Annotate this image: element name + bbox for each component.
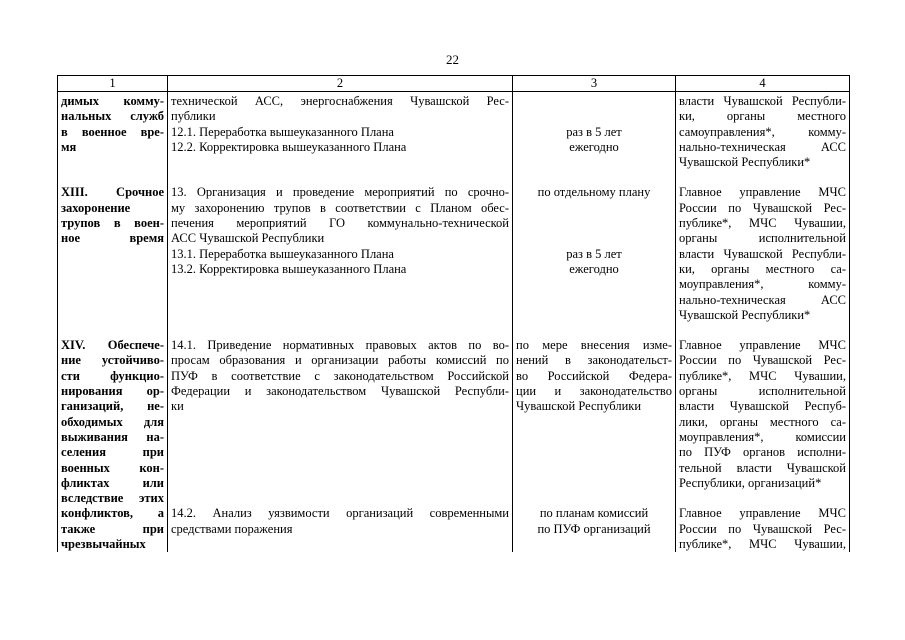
executor-line: ки, органы местного са- (679, 261, 846, 276)
measure-line: печения мероприятий ГО коммунально-технической (171, 216, 509, 231)
executor-line: моуправления*, комиссии (679, 429, 846, 444)
executor-line: России по Чувашской Рес- (679, 521, 846, 536)
spacer-row (58, 170, 850, 185)
section-line: димых комму- (61, 94, 164, 108)
section-line: в военное вре- (61, 124, 164, 139)
column-number: 1 (58, 76, 168, 92)
spacer-row (58, 323, 850, 338)
executor-line: Главное управление МЧС (679, 506, 846, 521)
executor-line: самоуправления*, комму- (679, 124, 846, 139)
executor-line: органы исполнительной (679, 384, 846, 399)
section-cell (58, 185, 168, 323)
term-cell (513, 185, 676, 323)
executor-cell (676, 506, 850, 552)
executor-line: России по Чувашской Рес- (679, 353, 846, 368)
section-cell (58, 92, 168, 171)
executor-line: власти Чувашской Республи- (679, 94, 846, 108)
section-line: ние устойчиво- (61, 353, 164, 368)
measure-cell (168, 506, 513, 552)
executor-line: моуправления*, комму- (679, 277, 846, 292)
executor-cell (676, 185, 850, 323)
executor-cell (676, 338, 850, 506)
term-line: во Российской Федера- (516, 368, 672, 383)
measure-line: средствами поражения (171, 521, 293, 536)
page-number: 22 (446, 52, 459, 67)
table-row (58, 338, 850, 506)
column-number-row (58, 76, 850, 92)
table-row (58, 92, 850, 171)
executor-line: Чувашской Республики* (679, 155, 811, 170)
executor-line: ки, органы местного (679, 109, 846, 124)
term-line (516, 94, 672, 109)
section-line: мя (61, 139, 77, 154)
table-row (58, 185, 850, 323)
section-line: также при (61, 521, 164, 536)
section-line: фликтах или (61, 475, 164, 490)
term-line: раз в 5 лет (566, 246, 622, 261)
term-line: ежегодно (569, 261, 619, 276)
section-line: сти функцио- (61, 368, 164, 383)
column-number: 2 (168, 76, 513, 92)
executor-line: Чувашской Республики* (679, 307, 811, 322)
section-line: ное время (61, 231, 164, 246)
term-cell (513, 506, 676, 552)
measure-line: Федерации и законодательством Чувашской Республи- (171, 384, 509, 399)
measure-line: 13.2. Корректировка вышеуказанного Плана (171, 261, 407, 276)
term-line: нений в законодательст- (516, 353, 672, 368)
executor-line: Главное управление МЧС (679, 338, 846, 353)
measure-line: АСС Чувашской Республики (171, 231, 325, 246)
section-line: XIV. Обеспече- (61, 338, 164, 353)
measures-table (57, 75, 850, 552)
executor-line: нально-техническая АСС (679, 292, 846, 307)
term-cell (513, 338, 676, 506)
measure-line: 13.1. Переработка вышеуказанного Плана (171, 246, 394, 261)
section-line: вследствие этих (61, 491, 164, 506)
measure-line: 14.2. Анализ уязвимости организаций современными (171, 506, 509, 521)
measure-line: му захоронению трупов в соответствии с Планом обес- (171, 200, 509, 215)
term-line: ежегодно (569, 139, 619, 154)
executor-line: Республики, организаций* (679, 475, 822, 490)
term-line: Чувашской Республики (516, 399, 642, 414)
executor-line: лики, органы местного са- (679, 414, 846, 429)
section-line: нирования ор- (61, 384, 164, 399)
section-line: трупов в воен- (61, 216, 164, 231)
section-line: военных кон- (61, 460, 164, 475)
measure-line: ПУФ в соответствие с законодательством Российской (171, 368, 509, 383)
measure-line: 12.2. Корректировка вышеуказанного Плана (171, 139, 407, 154)
term-line: по ПУФ организаций (537, 521, 651, 536)
executor-line: органы исполнительной (679, 231, 846, 246)
section-line: XIII. Срочное (61, 185, 164, 200)
term-line: ции и законодательство (516, 384, 672, 399)
executor-line: публике*, МЧС Чувашии, (679, 368, 846, 383)
measure-line: технической АСС, энергоснабжения Чувашской Рес- (171, 94, 509, 108)
executor-line: публике*, МЧС Чувашии, (679, 536, 846, 551)
section-line: конфликтов, а (61, 506, 164, 521)
term-line: по мере внесения изме- (516, 338, 672, 353)
term-line (516, 231, 672, 246)
term-line: по отдельному плану (537, 185, 651, 200)
term-line (516, 201, 672, 216)
section-line: чрезвычайных (61, 537, 146, 552)
executor-line: по ПУФ органов исполни- (679, 445, 846, 460)
section-line: нальных служб (61, 109, 164, 124)
term-line: по планам комиссий (539, 506, 649, 521)
executor-line: власти Чувашской Респуб- (679, 399, 846, 414)
measure-line: 13. Организация и проведение мероприятий по срочно- (171, 185, 509, 200)
section-line: обходимых для (61, 414, 164, 429)
measure-line: 12.1. Переработка вышеуказанного Плана (171, 124, 394, 139)
measure-line: просам образования и организации работы комиссий по (171, 353, 509, 368)
measure-line: 14.1. Приведение нормативных правовых актов по во- (171, 338, 509, 353)
measure-line: ки (171, 399, 184, 414)
column-number: 4 (676, 76, 850, 92)
section-cell (58, 338, 168, 552)
executor-cell (676, 92, 850, 171)
section-line: селения при (61, 445, 164, 460)
executor-line: тельной власти Чувашской (679, 460, 846, 475)
executor-line: власти Чувашской Республи- (679, 246, 846, 261)
measure-cell (168, 185, 513, 323)
section-line: выживания на- (61, 429, 164, 444)
executor-line: публике*, МЧС Чувашии, (679, 216, 846, 231)
section-line: ганизаций, не- (61, 399, 164, 414)
term-line: раз в 5 лет (566, 124, 622, 139)
section-line: захоронение (61, 200, 131, 215)
executor-line: России по Чувашской Рес- (679, 200, 846, 215)
measure-cell (168, 338, 513, 506)
executor-line: Главное управление МЧС (679, 185, 846, 200)
term-cell (513, 92, 676, 171)
term-line (516, 216, 672, 231)
term-line (516, 109, 672, 124)
executor-line: нально-техническая АСС (679, 139, 846, 154)
measure-cell (168, 92, 513, 171)
measure-line: публики (171, 109, 216, 124)
table-row (58, 506, 850, 552)
column-number: 3 (513, 76, 676, 92)
